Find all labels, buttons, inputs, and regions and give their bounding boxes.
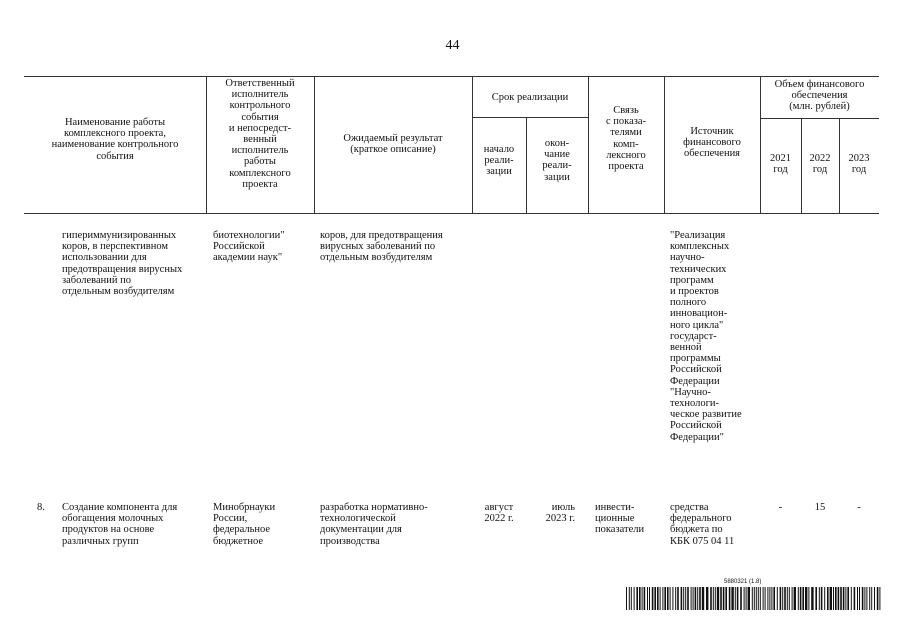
barcode-bar <box>631 587 632 610</box>
row-8-term-end: июль 2023 г. <box>545 502 575 525</box>
header-term-end: окон- чание реали- зации <box>542 138 572 183</box>
barcode-bar <box>798 587 799 610</box>
barcode-bar <box>731 587 733 610</box>
barcode-bar <box>771 587 772 610</box>
header-executor: Ответственный исполнитель контрольного события и непосредст- венный исполнитель работы комплексного проекта <box>225 78 295 190</box>
barcode-bar <box>744 587 745 610</box>
row-cont-work-name: гипериммунизированных коров, в перспективном использовании для предотвращения вирусных заболеваний по отдельным возбудителям <box>62 230 183 298</box>
barcode-bar <box>670 587 671 610</box>
barcode-bar <box>819 587 820 610</box>
barcode-bar <box>710 587 712 610</box>
barcode-bar <box>784 587 786 610</box>
barcode-bar <box>626 587 627 610</box>
barcode-bar <box>811 587 813 610</box>
barcode-bar <box>713 587 714 610</box>
barcode-bar <box>746 587 747 610</box>
barcode-bar <box>843 587 845 610</box>
barcode-bar <box>787 587 788 610</box>
barcode-bar <box>877 587 879 610</box>
barcode-bar <box>879 587 880 610</box>
barcode-bar <box>763 587 764 610</box>
term-subheader-divider <box>472 117 588 118</box>
barcode-bar <box>782 587 783 610</box>
barcode-bar <box>838 587 840 610</box>
barcode-bar <box>657 587 659 610</box>
barcode-bar <box>773 587 775 610</box>
row-cont-source: "Реализация комплексных научно- технических программ и проектов полного инновацион- ного цикла" государст- венной программы Российской Федерации "Научно- технологи- ческое развитие Российской Федерации" <box>670 230 742 443</box>
barcode-bar <box>723 587 725 610</box>
barcode-bar <box>862 587 864 610</box>
barcode-label: 5880321 (1.8) <box>724 579 762 585</box>
barcode-bar <box>702 587 704 610</box>
barcode-bar <box>851 587 852 610</box>
barcode-bar <box>752 587 753 610</box>
row-8-result: разработка нормативно- технологической документации для производства <box>320 502 428 547</box>
row-8-amount-2023: - <box>857 502 861 513</box>
barcode-bar <box>652 587 654 610</box>
row-8-term-start: август 2022 г. <box>484 502 514 525</box>
barcode-bar <box>647 587 648 610</box>
barcode-bar <box>815 587 817 610</box>
row-8-executor: Минобрнауки России, федеральное бюджетное <box>213 502 276 547</box>
barcode-bar <box>769 587 770 610</box>
barcode-bar <box>833 587 834 610</box>
barcode-bar <box>835 587 837 610</box>
barcode-bar <box>660 587 661 610</box>
barcode-bar <box>859 587 860 610</box>
barcode-bar <box>824 587 825 610</box>
row-8-financing-source: средства федерального бюджета по КБК 075 04 11 <box>670 502 735 547</box>
barcode-bar <box>737 587 739 610</box>
barcode-bar <box>802 587 804 610</box>
barcode-bar <box>664 587 666 610</box>
barcode-bar <box>847 587 849 610</box>
header-term-start: начало реали- зации <box>483 144 515 178</box>
barcode-bar <box>845 587 846 610</box>
barcode-bar <box>639 587 641 610</box>
header-year-2022: 2022 год <box>809 153 831 176</box>
barcode-bar <box>642 587 643 610</box>
barcode-bar <box>871 587 872 610</box>
barcode-bar <box>780 587 782 610</box>
barcode-bar <box>821 587 823 610</box>
barcode-bar <box>649 587 650 610</box>
barcode-bar <box>675 587 676 610</box>
barcode-bar <box>672 587 673 610</box>
barcode-bar <box>789 587 790 610</box>
barcode-bar <box>699 587 701 610</box>
page-number: 44 <box>445 38 460 53</box>
barcode-bar <box>683 587 684 610</box>
barcode-bar <box>874 587 875 610</box>
barcode-bar <box>662 587 663 610</box>
barcode-bar <box>677 587 679 610</box>
header-implementation-term: Срок реализации <box>491 92 569 103</box>
barcode-bar <box>869 587 870 610</box>
barcode-bar <box>864 587 865 610</box>
header-year-2023: 2023 год <box>848 153 870 176</box>
barcode-bar <box>827 587 829 610</box>
barcode-bar <box>654 587 656 610</box>
barcode-bar <box>792 587 793 610</box>
barcode-bar <box>681 587 683 610</box>
barcode-bar <box>691 587 692 610</box>
finance-subheader-divider <box>760 118 879 119</box>
barcode-bar <box>805 587 807 610</box>
barcode-bar <box>857 587 858 610</box>
header-financing-source: Источник финансового обеспечения <box>683 126 741 160</box>
table-top-border <box>24 76 879 77</box>
barcode-bar <box>629 587 630 610</box>
row-8-amount-2022: 15 <box>814 502 826 513</box>
row-cont-executor: биотехнологии" Российской академии наук" <box>213 230 285 264</box>
barcode-bar <box>767 587 768 610</box>
barcode-bar <box>685 587 686 610</box>
barcode-bar <box>644 587 646 610</box>
barcode-bar <box>717 587 719 610</box>
row-8-amount-2021: - <box>778 502 783 513</box>
barcode-bar <box>830 587 832 610</box>
barcode-bar <box>777 587 778 610</box>
header-year-2021: 2021 год <box>770 153 791 176</box>
row-8-link-indicators: инвести- ционные показатели <box>595 502 645 536</box>
barcode-bar <box>687 587 689 610</box>
barcode-bar <box>693 587 694 610</box>
header-link-indicators: Связь с показа- телями комп- лексного проекта <box>605 105 647 173</box>
barcode-bar <box>729 587 731 610</box>
barcode-bar <box>808 587 809 610</box>
barcode-bar <box>695 587 697 610</box>
barcode-bar <box>758 587 759 610</box>
row-8-work-name: Создание компонента для обогащения молочных продуктов на основе различных групп <box>62 502 178 547</box>
barcode-bar <box>706 587 708 610</box>
barcode-bar <box>760 587 761 610</box>
row-cont-result: коров, для предотвращения вирусных заболеваний по отдельным возбудителям <box>320 230 443 264</box>
header-work-name: Наименование работы комплексного проекта, наименование контрольного события <box>51 117 179 162</box>
barcode-bar <box>636 587 638 610</box>
barcode-bar <box>765 587 766 610</box>
barcode-bar <box>715 587 716 610</box>
barcode-bar <box>756 587 757 610</box>
barcode-bar <box>794 587 796 610</box>
barcode-bar <box>754 587 755 610</box>
barcode-bar <box>667 587 669 610</box>
header-expected-result: Ожидаемый результат (краткое описание) <box>343 133 443 156</box>
barcode-bar <box>634 587 635 610</box>
barcode-bar <box>735 587 736 610</box>
barcode-bar <box>725 587 727 610</box>
barcode-bar <box>854 587 856 610</box>
barcode-bar <box>840 587 842 610</box>
table-header-bottom-border <box>24 213 879 214</box>
barcode-bar <box>697 587 698 610</box>
barcode-bar <box>720 587 722 610</box>
barcode-bar <box>748 587 750 610</box>
barcode <box>626 587 882 610</box>
barcode-bar <box>800 587 802 610</box>
barcode-bar <box>740 587 742 610</box>
barcode-bar <box>866 587 867 610</box>
row-8-number: 8. <box>37 502 45 513</box>
header-financing-volume: Объем финансового обеспечения (млн. рублей) <box>774 79 865 113</box>
